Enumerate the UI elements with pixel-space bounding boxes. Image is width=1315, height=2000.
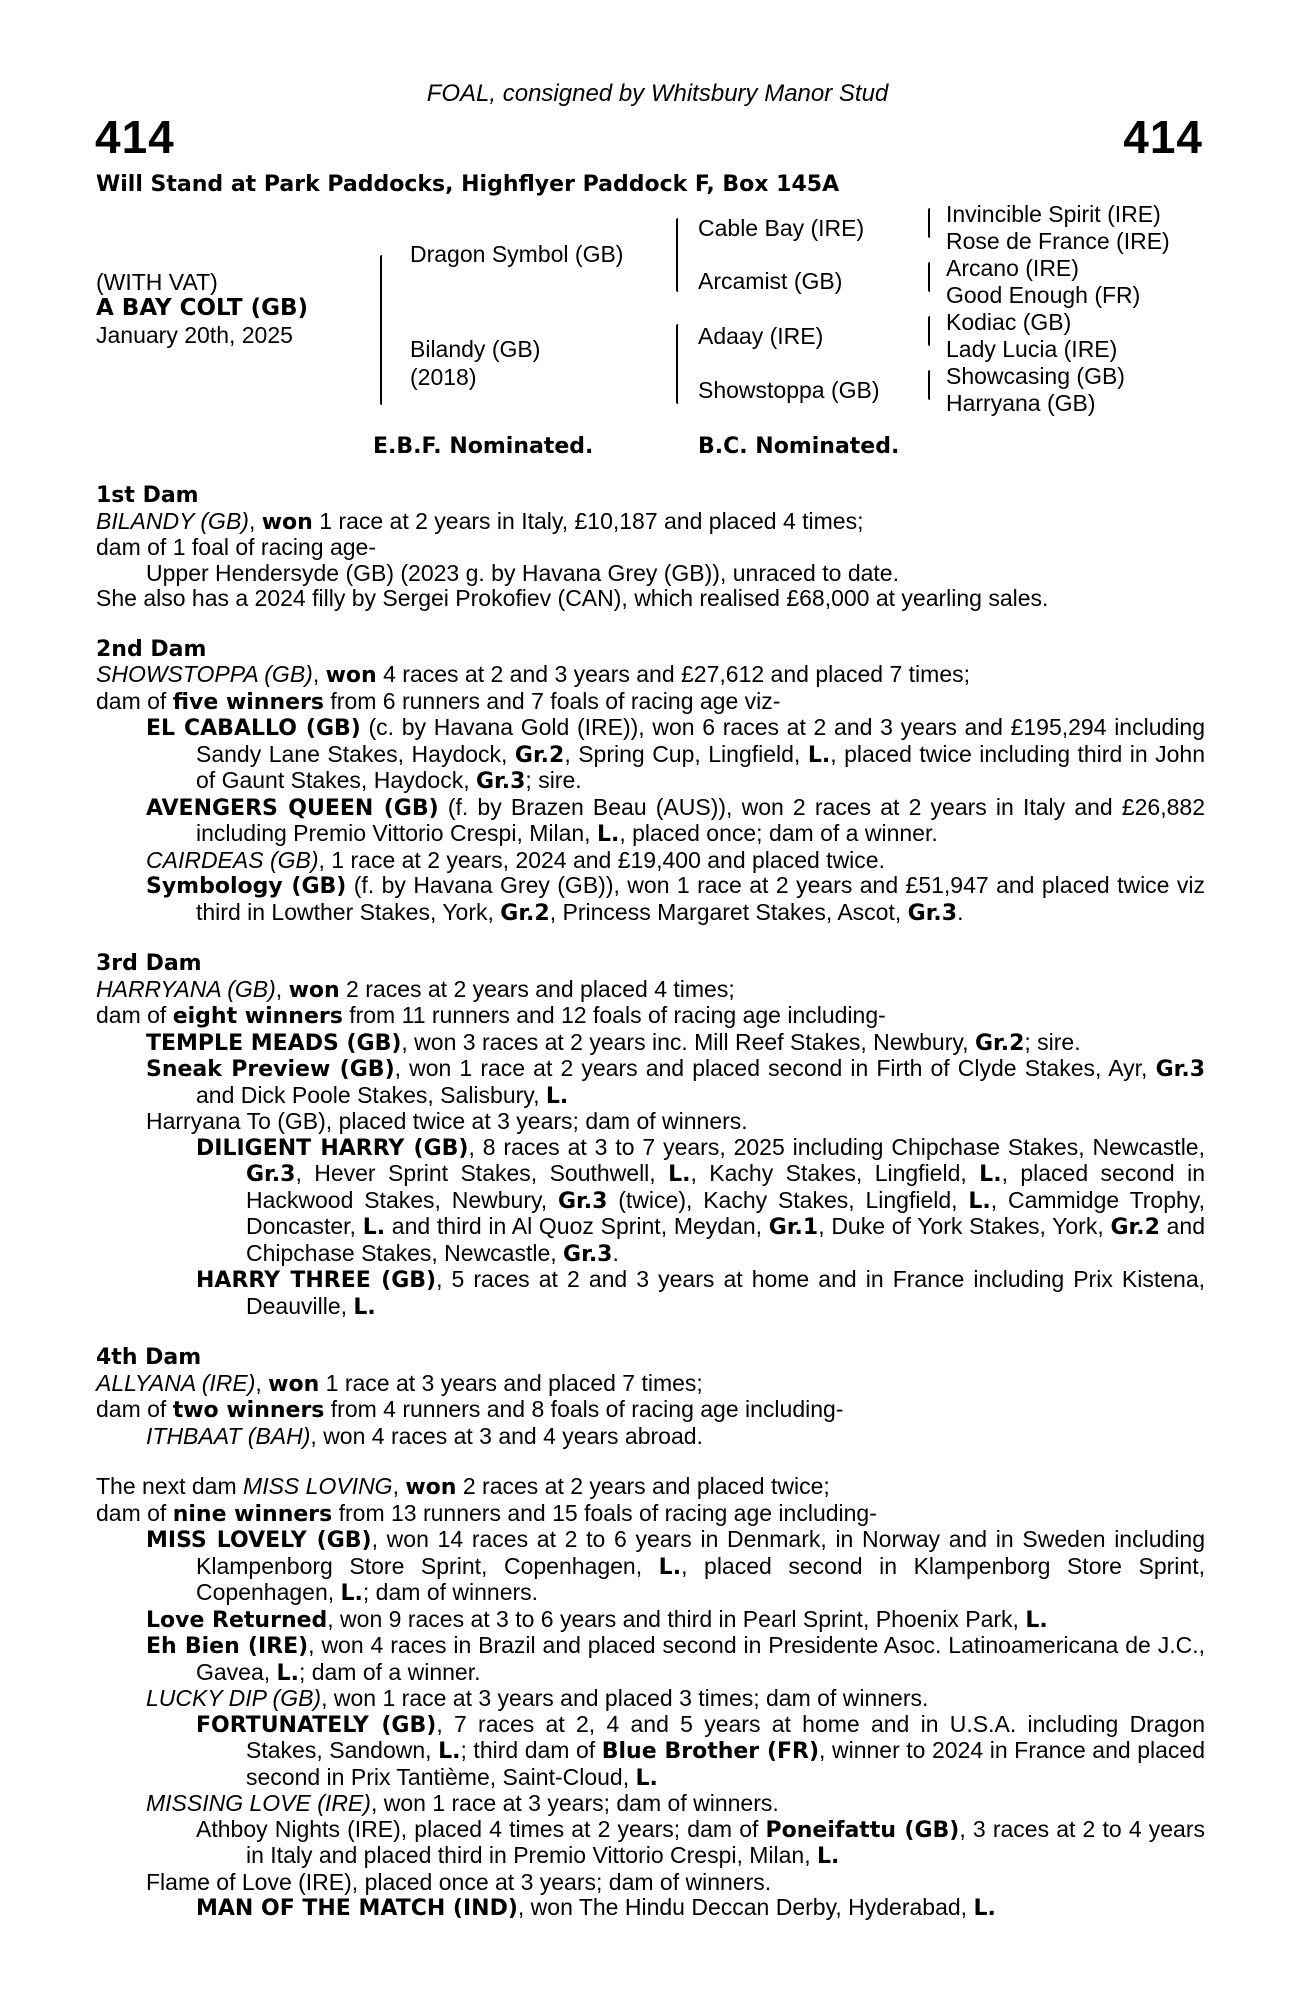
pedigree-dam-sire: Adaay (IRE) (698, 323, 824, 349)
sneak-preview-entry: Sneak Preview (GB), won 1 race at 2 years and placed second in Firth of Clyde Stakes, Ayr, Gr.3 and Dick Poole Stakes, Salisbury, L. (146, 1055, 1205, 1109)
fourth-dam-heading: 4th Dam (96, 1345, 202, 1370)
fourth-dam-produce: dam of two winners from 4 runners and 8 foals of racing age including- (96, 1396, 844, 1423)
next-dam-record: The next dam MISS LOVING, won 2 races at 2 years and placed twice; (96, 1473, 830, 1500)
third-dam-record: HARRYANA (GB), won 2 races at 2 years and placed 4 times; (96, 975, 735, 1003)
miss-lovely-entry: MISS LOVELY (GB), won 14 races at 2 to 6 years in Denmark, in Norway and in Sweden including Klampenborg Store Sprint, Copenhagen, L., placed second in Klampenborg Store Sprint, Copenhagen, L.; dam of winners. (146, 1526, 1205, 1606)
first-dam-note: She also has a 2024 filly by Sergei Prokofiev (CAN), which realised £68,000 at yearling sales. (96, 585, 1049, 611)
consignor-line: FOAL, consigned by Whitsbury Manor Stud (426, 80, 889, 107)
harry-three-entry: HARRY THREE (GB), 5 races at 2 and 3 years at home and in France including Prix Kistena, Deauville, L. (196, 1266, 1206, 1320)
love-returned-entry: Love Returned, won 9 races at 3 to 6 years and third in Pearl Sprint, Phoenix Park, L. (146, 1605, 1048, 1633)
pedigree-dam-year: (2018) (410, 364, 477, 390)
pedigree-g2: Rose de France (IRE) (946, 228, 1170, 254)
ithbaat-entry: ITHBAAT (BAH), won 4 races at 3 and 4 years abroad. (146, 1422, 703, 1449)
second-dam-produce: dam of five winners from 6 runners and 7 foals of racing age viz- (96, 687, 781, 715)
second-dam-record: SHOWSTOPPA (GB), won 4 races at 2 and 3 years and £27,612 and placed 7 times; (96, 661, 971, 688)
pedigree-brace-6 (928, 316, 930, 346)
date-of-birth: January 20th, 2025 (96, 322, 293, 348)
el-caballo-entry: EL CABALLO (GB) (c. by Havana Gold (IRE)), won 6 races at 2 and 3 years and £195,294 including Sandy Lane Stakes, Haydock, Gr.2, Spring Cup, Lingfield, L., placed twice including third in John of Gaunt Stakes, Haydock, Gr.3; sire. (146, 714, 1205, 794)
second-dam-heading: 2nd Dam (96, 636, 207, 662)
pedigree-brace-1 (380, 255, 382, 405)
pedigree-dam-dam: Showstoppa (GB) (698, 377, 880, 403)
pedigree-brace-3 (676, 324, 678, 404)
eh-bien-entry: Eh Bien (IRE), won 4 races in Brazil and placed second in Presidente Asoc. Latinoamericana de J.C., Gavea, L.; dam of a winner. (146, 1632, 1205, 1686)
first-dam-heading: 1st Dam (96, 483, 199, 508)
first-dam-record: BILANDY (GB), won 1 race at 2 years in Italy, £10,187 and placed 4 times; (96, 507, 864, 535)
next-dam-produce: dam of nine winners from 13 runners and 15 foals of racing age including- (96, 1499, 877, 1527)
pedigree-brace-5 (928, 262, 930, 292)
ebf-nominated: E.B.F. Nominated. (373, 434, 594, 459)
man-of-the-match-entry: MAN OF THE MATCH (IND), won The Hindu Deccan Derby, Hyderabad, L. (196, 1894, 996, 1921)
third-dam-produce: dam of eight winners from 11 runners and 12 foals of racing age including- (96, 1002, 886, 1029)
pedigree-sire-sire: Cable Bay (IRE) (698, 215, 865, 241)
pedigree-g8: Harryana (GB) (946, 390, 1096, 416)
pedigree-sire-dam: Arcamist (GB) (698, 268, 843, 294)
diligent-harry-entry: DILIGENT HARRY (GB), 8 races at 3 to 7 years, 2025 including Chipchase Stakes, Newcastle, Gr.3, Hever Sprint Stakes, Southwell, L., Kachy Stakes, Lingfield, L., placed second in Hackwood Stakes, Newbury, Gr.3 (twice), Kachy Stakes, Lingfield, L., Cammidge Trophy, Doncaster, L. and third in Al Quoz Sprint, Meydan, Gr.1, Duke of York Stakes, York, Gr.2 and Chipchase Stakes, Newcastle, Gr.3. (196, 1133, 1206, 1267)
flame-of-love-entry: Flame of Love (IRE), placed once at 3 years; dam of winners. (146, 1868, 772, 1895)
fortunately-entry: FORTUNATELY (GB), 7 races at 2, 4 and 5 years at home and in U.S.A. including Dragon Stakes, Sandown, L.; third dam of Blue Brother (FR), winner to 2024 in France and placed second in Prix Tantième, Saint-Cloud, L. (196, 1710, 1206, 1791)
catalogue-body (96, 483, 1205, 1922)
pedigree-brace-4 (928, 208, 930, 238)
third-dam-heading: 3rd Dam (96, 951, 202, 976)
pedigree-g7: Showcasing (GB) (946, 363, 1125, 389)
missing-love-entry: MISSING LOVE (IRE), won 1 race at 3 years; dam of winners. (146, 1790, 779, 1816)
lot-number-left: 414 (95, 111, 175, 163)
athboy-nights-entry: Athboy Nights (IRE), placed 4 times at 2 years; dam of Poneifattu (GB), 3 races at 2 to 4 years in Italy and placed third in Premio Vittorio Crespi, Milan, L. (196, 1815, 1206, 1869)
pedigree-g6: Lady Lucia (IRE) (946, 336, 1118, 362)
lucky-dip-entry: LUCKY DIP (GB), won 1 race at 3 years and placed 3 times; dam of winners. (146, 1685, 929, 1711)
stand-location: Will Stand at Park Paddocks, Highflyer Paddock F, Box 145A (96, 172, 840, 197)
pedigree-brace-2 (676, 218, 678, 292)
pedigree-g5: Kodiac (GB) (946, 309, 1072, 335)
avengers-queen-entry: AVENGERS QUEEN (GB) (f. by Brazen Beau (AUS)), won 2 races at 2 years in Italy and £26,882 including Premio Vittorio Crespi, Milan, L., placed once; dam of a winner. (146, 793, 1205, 847)
pedigree-sire: Dragon Symbol (GB) (410, 241, 624, 267)
first-dam-foal: Upper Hendersyde (GB) (2023 g. by Havana Grey (GB)), unraced to date. (146, 559, 899, 586)
temple-meads-entry: TEMPLE MEADS (GB), won 3 races at 2 years inc. Mill Reef Stakes, Newbury, Gr.2; sire. (146, 1028, 1081, 1056)
vat-note: (WITH VAT) (96, 269, 218, 295)
pedigree-g3: Arcano (IRE) (946, 255, 1079, 281)
pedigree-g1: Invincible Spirit (IRE) (946, 201, 1161, 227)
lot-number-right: 414 (1123, 111, 1203, 163)
harryana-to-entry: Harryana To (GB), placed twice at 3 years; dam of winners. (146, 1108, 748, 1134)
fourth-dam-record: ALLYANA (IRE), won 1 race at 3 years and placed 7 times; (96, 1369, 703, 1397)
symbology-entry: Symbology (GB) (f. by Havana Grey (GB)), won 1 race at 2 years and £51,947 and placed twice viz third in Lowther Stakes, York, Gr.2, Princess Margaret Stakes, Ascot, Gr.3. (146, 872, 1205, 926)
pedigree-brace-7 (928, 370, 930, 400)
pedigree-g4: Good Enough (FR) (946, 282, 1141, 308)
horse-name: A BAY COLT (GB) (96, 295, 309, 321)
cairdeas-entry: CAIRDEAS (GB), 1 race at 2 years, 2024 and £19,400 and placed twice. (146, 846, 885, 873)
first-dam-produce: dam of 1 foal of racing age- (96, 534, 376, 560)
bc-nominated: B.C. Nominated. (698, 434, 900, 459)
pedigree-dam: Bilandy (GB) (410, 336, 541, 362)
